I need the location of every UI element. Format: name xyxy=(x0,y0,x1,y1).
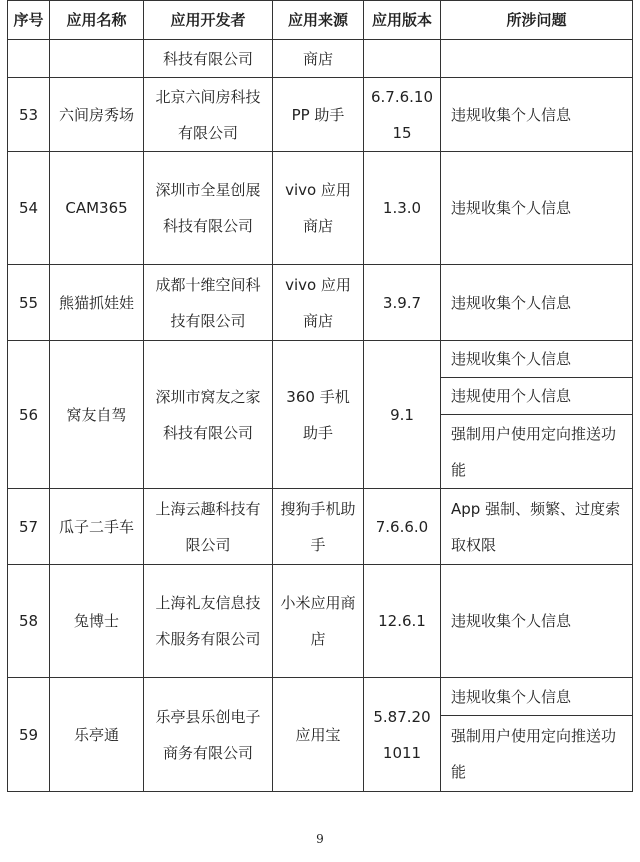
cell-source: vivo 应用商店 xyxy=(273,265,364,341)
cell-developer: 上海礼友信息技术服务有限公司 xyxy=(144,565,273,678)
table-row xyxy=(8,152,633,265)
cell-issue: 违规收集个人信息 xyxy=(441,341,633,378)
table-row xyxy=(8,678,633,716)
cell-name: 瓜子二手车 xyxy=(50,489,144,565)
header-issue: 所涉问题 xyxy=(441,1,633,40)
cell-developer: 北京六间房科技有限公司 xyxy=(144,78,273,152)
cell-seq: 56 xyxy=(8,341,50,489)
cell-source: 小米应用商店 xyxy=(273,565,364,678)
cell-issue: 强制用户使用定向推送功能 xyxy=(441,415,633,489)
cell-source: 搜狗手机助手 xyxy=(273,489,364,565)
cell-name: CAM365 xyxy=(50,152,144,265)
cell-issue: 违规收集个人信息 xyxy=(441,565,633,678)
cell-name: 六间房秀场 xyxy=(50,78,144,152)
table-row xyxy=(8,341,633,378)
cell-version xyxy=(364,40,441,78)
cell-source: vivo 应用商店 xyxy=(273,152,364,265)
cell-issue xyxy=(441,40,633,78)
cell-name xyxy=(50,40,144,78)
cell-issue: 违规收集个人信息 xyxy=(441,78,633,152)
cell-source: 应用宝 xyxy=(273,678,364,792)
cell-version: 6.7.6.1015 xyxy=(364,78,441,152)
cell-developer: 深圳市窝友之家科技有限公司 xyxy=(144,341,273,489)
cell-source: PP 助手 xyxy=(273,78,364,152)
cell-source: 360 手机助手 xyxy=(273,341,364,489)
cell-name: 熊猫抓娃娃 xyxy=(50,265,144,341)
cell-version: 5.87.201011 xyxy=(364,678,441,792)
cell-version: 1.3.0 xyxy=(364,152,441,265)
header-row xyxy=(8,1,633,40)
header-developer: 应用开发者 xyxy=(144,1,273,40)
cell-version: 7.6.6.0 xyxy=(364,489,441,565)
header-app-name: 应用名称 xyxy=(50,1,144,40)
cell-seq: 59 xyxy=(8,678,50,792)
cell-issue: 违规收集个人信息 xyxy=(441,265,633,341)
cell-seq: 58 xyxy=(8,565,50,678)
cell-issue: App 强制、频繁、过度索取权限 xyxy=(441,489,633,565)
cell-name: 窝友自驾 xyxy=(50,341,144,489)
cell-seq: 55 xyxy=(8,265,50,341)
header-seq: 序号 xyxy=(8,1,50,40)
cell-seq: 54 xyxy=(8,152,50,265)
table-row xyxy=(8,78,633,152)
cell-issue: 违规收集个人信息 xyxy=(441,152,633,265)
app-issues-table xyxy=(7,0,633,792)
cell-seq: 57 xyxy=(8,489,50,565)
table-row xyxy=(8,489,633,565)
cell-source: 商店 xyxy=(273,40,364,78)
cell-developer: 深圳市全星创展科技有限公司 xyxy=(144,152,273,265)
cell-developer: 成都十维空间科技有限公司 xyxy=(144,265,273,341)
cell-developer: 科技有限公司 xyxy=(144,40,273,78)
page-number: 9 xyxy=(316,832,324,846)
cell-version: 9.1 xyxy=(364,341,441,489)
cell-name: 乐亭通 xyxy=(50,678,144,792)
cell-name: 兔博士 xyxy=(50,565,144,678)
cell-seq xyxy=(8,40,50,78)
cell-issue: 违规收集个人信息 xyxy=(441,678,633,716)
cell-seq: 53 xyxy=(8,78,50,152)
header-version: 应用版本 xyxy=(364,1,441,40)
cell-version: 12.6.1 xyxy=(364,565,441,678)
header-source: 应用来源 xyxy=(273,1,364,40)
cell-developer: 上海云趣科技有限公司 xyxy=(144,489,273,565)
table-row xyxy=(8,265,633,341)
cell-version: 3.9.7 xyxy=(364,265,441,341)
cell-developer: 乐亭县乐创电子商务有限公司 xyxy=(144,678,273,792)
table-row xyxy=(8,565,633,678)
cell-issue: 强制用户使用定向推送功能 xyxy=(441,716,633,792)
cell-issue: 违规使用个人信息 xyxy=(441,378,633,415)
table-row-continued xyxy=(8,40,633,78)
